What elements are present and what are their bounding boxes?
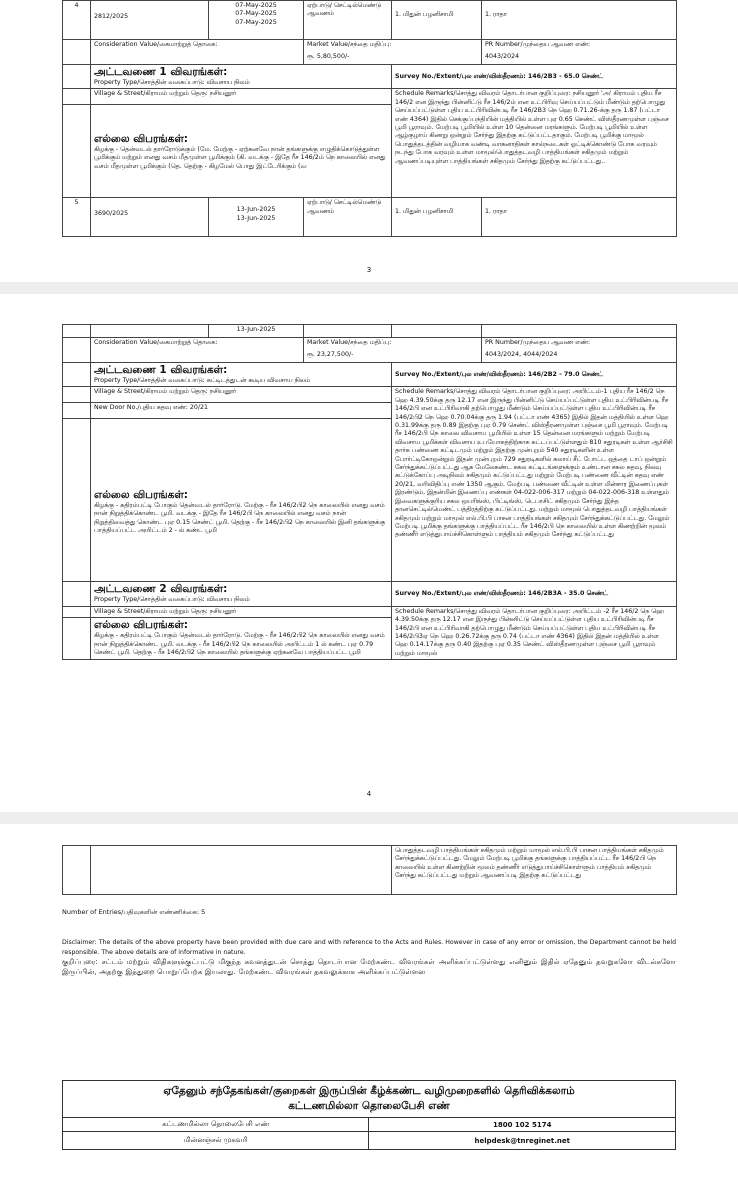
- helpdesk-title: [63, 1081, 676, 1118]
- pr-number-label: PR Number/முந்தைய ஆவண எண்:: [485, 339, 591, 346]
- entry-row-5: [63, 198, 677, 237]
- market-value-label: Market Value/சந்தை மதிப்பு:: [307, 41, 392, 48]
- consideration-label: Consideration Value/கைமாற்றுத் தொகை:: [91, 338, 304, 363]
- boundary-text: கிழக்கு - கதிரம்பட்டி போகும் தென்வடல் தார்ரோடு. மேற்கு - ரீச 146/2பி2 நெ காலையில் எனது வசம் நான் நிறுத்திக்கொண்ட பூமி. வடக்கு - இதே ரீச 146/2பி நெ காலையில் எனது வசம் நான் நிறுத்திவைத்து கொண்ட புஏ 0.15 செண்ட் பூமி. தெற்கு - ரீச 146/2பி2 நெ காலையில் இனி தங்களுக்கு பாத்தியப்பட்ட அயிட்டம் 2 - ல் கண்ட பூமி: [94, 501, 385, 535]
- boundary-text: கிழக்கு - தென்வடல் தார்ரோடுக்கும் (மே. மேற்கு - ஏற்கனவே நான் தங்களுக்கு எழுதிக்கொடுத்துள்ள பூமிக்கும் மற்றும் எனது வசம் மீதமுள்ள பூமிக்கும் (கி. வடக்கு - இதே ரீச 146/2ம் நெ காலையில் எனது வசம் மீதமுள்ள பூமிக்கும் (தெ. தெற்கு - கிழமேல் பொது இட்டேரிக்கும் (வ: [94, 146, 386, 170]
- boundary-cell: [91, 105, 392, 198]
- executant-name: 1. மிதுன் பழனிசாமி: [392, 1, 482, 40]
- document-number: 2812/2025: [91, 1, 209, 40]
- property-type: Property Type/சொத்தின் வகைப்பாடு: விவசாய நிலம்: [94, 596, 250, 604]
- schedule-1-cell: [91, 363, 392, 387]
- schedule-remarks-continued: பொதுத்தடவழி பாத்தியங்கள் சகிதமும் மற்றும் மாமூல் எல்.பி.பி பாசன பாத்தியங்கள் சகிதமும் சேர்ந்துக்கட்டுப்பட்டது. மேலும் மேற்படி பூமிக்கு தங்களுக்கு பாத்தியப்பட்ட ரீச 146/2பி நெ காலையில் உள்ள கிணற்றின் மூலம் தண்ணீர் எடுத்துபாய்ச்சிகொள்ளும் பாத்தியம் சகிதமும் சேர்ந்து கட்டுப்பட்டது மற்றும் ஆவணப்படி இதற்கு கட்டுப்பட்டது: [392, 846, 677, 895]
- value-row: [63, 338, 677, 363]
- execution-date: 07-May-2025: [235, 2, 277, 9]
- survey-number: Survey No./Extent/புல எண்/விஸ்தீரணம்: 146/2B2 - 79.0 செண்ட்: [392, 363, 677, 387]
- boundary-cell: [91, 418, 392, 582]
- document-page-4: [0, 294, 738, 812]
- market-value: ரூ. 5,80,500/-: [307, 53, 350, 61]
- village-street: Village & Street/கிராமம் மற்றும் தெரு: நசியனூர்: [91, 387, 392, 403]
- property-type: Property Type/சொத்தின் வகைப்பாடு: விவசாய நிலம்: [94, 79, 250, 86]
- dates-cell: [209, 198, 304, 237]
- schedule-title: அட்டவணை 1 விவரங்கள்:: [94, 364, 228, 376]
- helpdesk-box: [62, 1080, 676, 1150]
- property-type: Property Type/சொத்தின் வகைப்பாடு: கட்டிடத்துடன் கூடிய விவசாய நிலம்: [94, 377, 311, 384]
- page-number: 4: [366, 790, 372, 798]
- survey-number: Survey No./Extent/புல எண்/விஸ்தீரணம்: 146/2B3A - 35.0 செண்ட்: [392, 582, 677, 606]
- document-nature: ஏற்பாடு/ செட்டில்மெண்டு ஆவணம்: [304, 1, 392, 40]
- claimant-name: 1. ராதா: [482, 198, 677, 237]
- entry-row-4: [63, 1, 677, 40]
- pr-number: 4043/2024, 4044/2024: [485, 351, 558, 359]
- registration-date: 13-Jun-2025: [209, 325, 304, 338]
- pr-number-cell: [482, 338, 677, 363]
- document-page-3: [0, 0, 738, 282]
- boundary-title: எல்லை விபரங்கள்:: [94, 619, 188, 632]
- dates-cell: [209, 1, 304, 40]
- schedule-2-cell: [91, 582, 392, 606]
- survey-number: Survey No./Extent/புல எண்/விஸ்தீரணம்: 146/2B3 - 65.0 செண்ட்: [392, 65, 677, 89]
- schedule-remarks: Schedule Remarks/சொத்து விவரம் தொடர்பான குறிப்புரை: நசியனூர் 'அ' கிராமம் புதிய ரீச 146/2 என இருந்து பின்னிட்டு ரீச 146/2ம் என உட்பிரிவு செய்யப்பட்டும் மீண்டும் தற்பொழுது செய்யப்பட்டுள்ள புதிய உட்பிரிவின்படி ரீச 146/2B3 நெ ஹெ 0.71.26-க்கு தரு 1.87 (பட்டா எண் 4364) இதில் செக்குப்பந்தியின் மத்தியில் உள்ள புஏ 0.65 செண்ட் விஸ்தீரணமுள்ள புஞ்சை பூமி பூராவும். மேற்படி பூமியில் உள்ள 10 தென்னை மரங்களும். மேற்படி பூமியில் உள்ள ஆழ்குழாய் கிணறு ஒன்றும் சேர்ந்து இதற்கு கட்டுப்பட்டதாகும். மேற்படி பூமிக்கு மாமூல் பொதுத்தடத்தின் வழியாக வண்டி வாகனாதிகள் கால்நடைகள் ஓட்டிக்கொண்டு போக வரவும் நடந்து போக வரவும் உள்ள மாமூல்பொதுத்தடவழி பாத்தியங்கள் சகிதமும் மற்றும் ஆவணப்படியுள்ள பாத்தியங்கள் சகிதமும் சேர்ந்து இதற்கு கட்டுப்பட்டது..: [392, 89, 677, 198]
- toll-free-label: கட்டணமில்லா தொலைபேசி எண்: [63, 1118, 369, 1132]
- encumbrance-entries-table: [62, 0, 677, 237]
- email-label: மின்னஞ்சல் முகவரி: [63, 1132, 369, 1150]
- schedule-title: அட்டவணை 1 விவரங்கள்:: [94, 66, 228, 78]
- boundary-cell: [91, 618, 392, 660]
- encumbrance-entries-table: [62, 324, 677, 660]
- helpdesk-title-line1: ஏதேனும் சந்தேகங்கள்/குறைகள் இருப்பின் கீழ்க்கண்ட வழிமுறைகளில் தெரிவிக்கலாம்: [163, 1085, 575, 1097]
- executant-name: 1. மிதுன் பழனிசாமி: [392, 198, 482, 237]
- value-row: [63, 40, 677, 65]
- toll-free-number[interactable]: 1800 102 5174: [369, 1118, 676, 1132]
- pr-number-label: PR Number/முந்தைய ஆவண எண்:: [485, 41, 591, 48]
- boundary-title: எல்லை விபரங்கள்:: [94, 488, 188, 501]
- serial-no: 4: [63, 1, 91, 40]
- door-number: New Door No./புதிய கதவு எண்: 20/21: [91, 403, 392, 419]
- market-value-cell: [304, 338, 482, 363]
- document-number: 3690/2025: [91, 198, 209, 237]
- claimant-name: 1. ராதா: [482, 1, 677, 40]
- schedule-1-cell: [91, 65, 392, 89]
- registration-date: 13-Jun-2025: [236, 214, 276, 222]
- market-value: ரூ. 23,27,500/-: [307, 351, 354, 359]
- page-number: 3: [366, 266, 372, 274]
- disclaimer-tamil: குறிப்புரை: சட்டம் மற்றும் விதிகளுக்குட்பட்டு மிகுந்த கவனத்துடன் சொத்து தொடர்பான மேற்கண்ட விவரங்கள் அளிக்கப்பட்டுள்ளது எனினும் இதில் ஏதேனும் தவறுகளோ விடல்களோ இருப்பின், அதற்கு இத்துறை பொறுப்பேற்க இயலாது. மேற்கண்ட விவரங்கள் தகவலுக்காக அளிக்கப்பட்டுள்ளன: [62, 958, 676, 976]
- serial-no: 5: [63, 198, 91, 237]
- pr-number-cell: [482, 40, 677, 65]
- disclaimer-english: Disclaimer: The details of the above property have been provided with due care and with reference to the Acts and Rules. However in case of any error or omission, the Department cannot be held responsible. The above details are of informative in nature.: [62, 939, 676, 956]
- encumbrance-entries-table: [62, 845, 677, 895]
- pr-number: 4043/2024: [485, 53, 520, 61]
- village-street: Village & Street/கிராமம் மற்றும் தெரு: நசியனூர்: [91, 606, 392, 618]
- boundary-title: எல்லை விபரங்கள்:: [94, 133, 188, 146]
- email-address[interactable]: helpdesk@tnreginet.net: [369, 1132, 676, 1150]
- helpdesk-title-line2: கட்டணமில்லா தொலைபேசி எண்: [288, 1100, 450, 1112]
- consideration-label: Consideration Value/கைமாற்றுத் தொகை:: [91, 40, 304, 65]
- registration-date: 07-May-2025: [235, 18, 277, 26]
- schedule-title: அட்டவணை 2 விவரங்கள்:: [94, 583, 228, 596]
- schedule-remarks: Schedule Remarks/சொத்து விவரம் தொடர்பான குறிப்புரை: அயிட்டம்-1 புதிய ரீச 146/2 நெ ஹெ 4.39.50க்கு தரு 12.17 என இருந்து பின்னிட்டு செய்யப்பட்டுள்ள புதிய உட்பிரிவின்படி ரீச 146/2பி என உட்பிரிவாகி தற்பொழுது மீண்டும் செய்யப்பட்டுள்ள புதிய உட்பிரிவின்படி ரீச 146/2பி2 நெ ஹெ 0.70.04க்கு தரு 1.94 (பட்டா எண் 4365) இதில் இதன் மத்தியில் உள்ள ஹெ 0.31.99க்கு தரு 0.89 இதற்கு புஏ 0.79 செண்ட் விஸ்தீரணமுள்ள புஞ்சை பூமி பூராவும். மேற்படி ரீச 146/2பி நெ காலை விவசாய பூமியில் உள்ள 15 தென்னை மரங்களும் மற்றும் மேற்படி விவசாய பூமிக்கள் விவசாய உபயோகத்திற்காக கட்டப்பட்டுள்ளதும் 810 சதுரடிகள் உள்ள ஆர்சிசி தார்சு பண்ணை கட்டிடமும் மற்றும் இதற்கு முன்புறம் 540 சதுரடிகளின் உள்ள போர்ட்டிகோஒன்றும் இதன் முன்புறம் 729 சதுரடிகளில் கலாய் சீட் போட்ட ஒத்தை டாப் ஒன்றும் சேர்ந்துக்கட்டுப்பட்டது ஆக மேலேகண்ட சகல கட்டிடங்களுக்கும் உண்டான சகல கதவு, நிலவு கட்டுக்கோப்பு அடிநிலம் சகிதமும் கட்டுப்பட்டது மற்றும் மேற்படி பண்ணை வீட்டின் கதவு எண் 20/21, வரிவிதிப்பு எண் 1350 ஆகும். மேற்படி பண்ணை வீட்டின் உள்ள மின்சார இணைப்புகள் இரண்டும், இதன்மின் இணைப்பு எண்கள் 04-022-006-317 மற்றும் 04-022-006-318 உள்ளதும் இவைகளுக்குரிய சகல ஒயரிங்ஸ், பிட்டிங்ஸ், டெபாசிட் சகிதமும் சேர்ந்து இந்த தானசெட்டில்மெண்ட் பத்திரத்திற்கு கட்டுப்பட்டது. மற்றும் மாமூல் பொதுத்தடவழி பாத்தியங்கள் சகிதமும் மற்றும் மாமூல் எல்.பி.பி பாசன பாத்தியங்கள் சகிதமும் சேர்ந்துக்கட்டுப்பட்டது. மேலும் மேற்படி பூமிக்கு தங்களுக்கு பாத்தியப்பட்ட ரீச 146/2பி நெ காலையில் உள்ள கிணற்றின் மூலம் தண்ணீர் எடுத்துபாய்ச்சிகொள்ளும் பாத்தியம் சகிதமும் சேர்ந்து கட்டுப்பட்டது: [392, 387, 677, 582]
- presentation-date: 07-May-2025: [235, 10, 277, 18]
- market-value-cell: [304, 40, 482, 65]
- document-page-5: [0, 824, 738, 1200]
- execution-date: 13-Jun-2025: [236, 206, 276, 214]
- document-nature: ஏற்பாடு/ செட்டில்மெண்டு ஆவணம்: [304, 198, 392, 237]
- schedule-remarks: Schedule Remarks/சொத்து விவரம் தொடர்பான குறிப்புரை: அயிட்டம் -2 ரீச 146/2 நெ ஹெ 4.39.50க்கு தரு 12.17 என இருந்து பின்னிட்டு செய்யப்பட்டுள்ள புதிய உட்பிரிவின்படி ரீச 146/2பி என உட்பிரிவாகி தற்பொழுது மீண்டும் செய்யப்பட்டுள்ள புதிய உட்பிரிவின்படி ரீச 146/2பி3ஏ நெ ஹெ 0.26.72க்கு தரு 0.74 (பட்டா எண் 4364) இதில் இதன் மத்தியில் உள்ள ஹெ 0.14.17க்கு தரு 0.40 இதற்கு புஏ 0.35 செண்ட் விஸ்தீரணமுள்ள புஞ்சை பூமி பூராவும் மற்றும் மாமூல்: [392, 606, 677, 659]
- number-of-entries: Number of Entries/பதிவுகளின் எண்ணிக்கை: 5: [62, 908, 206, 916]
- boundary-text: கிழக்கு - கதிரம்பட்டி போகும் தென்வடல் தார்ரோடு. மேற்கு - ரீச 146/2பி2 நெ காலையில் எனது வசம் நான் நிறுத்திக்கொண்ட பூமி. வடக்கு - ரீச 146/2பி2 நெ காலையில் அயிட்டம் 1 ல் கண்ட புஏ 0.79 செண்ட் பூமி. தெற்கு - ரீச 146/2பி2 நெ காலையில் தங்களுக்கு ஏற்கனவே பாத்தியப்பட்ட பூமி: [94, 632, 385, 657]
- village-street: Village & Street/கிராமம் மற்றும் தெரு: நசியனூர்: [91, 89, 392, 105]
- market-value-label: Market Value/சந்தை மதிப்பு:: [307, 339, 392, 346]
